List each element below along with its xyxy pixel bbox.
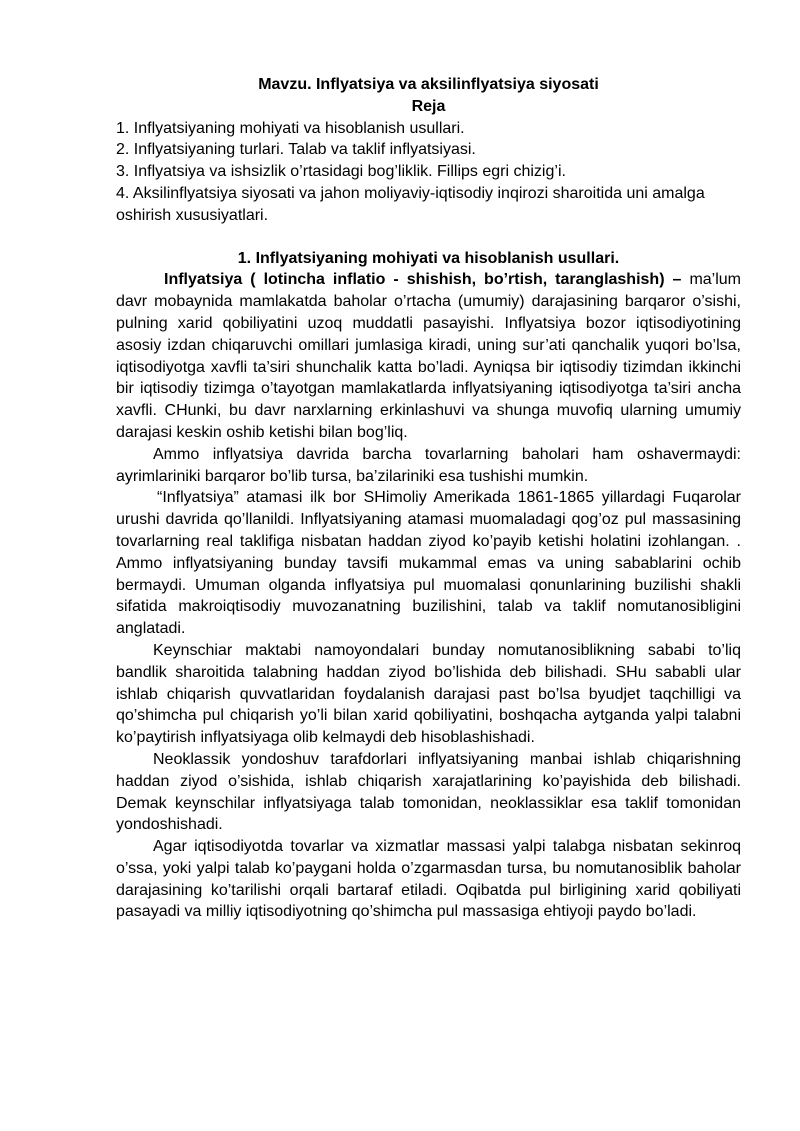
definition-text: ma’lum davr mobaynida mamlakatda baholar o’rtacha (umumiy) darajasining barqaror o’sishi, pulning xarid qobiliyatini uzoq muddatli pasayishi. Inflyatsiya bozor iqtisodiyotining asosiy izdan chiqaruvchi omillari jumlasiga kiradi, uning sur’ati qanchalik yuqori bo’lsa, iqtisodiyotga xavfli ta’siri shunchalik katta bo’ladi. Ayniqsa bir iqtisodiy tizimdan ikkinchi bir iqtisodiy tizimga o’tayotgan mamlakatlarda inflyatsiyaning iqtisodiyotga ta’siri ancha xavfli. CHunki, bu davr narxlarning erkinlashuvi va shunga muvofiq ularning umumiy darajasi keskin oshib ketishi bilan bog’liq. <box>116 271 742 441</box>
document-page <box>116 74 741 923</box>
body-paragraph: “Inflyatsiya” atamasi ilk bor SHimoliy Amerikada 1861-1865 yillardagi Fuqarolar urushi davrida qo’llanildi. Inflyatsiyaning atamasi muomaladagi qog’oz pul massasining tovarlarning real taklifiga nisbatan haddan ziyod ko’payib ketishi holatini izohlangan. . Ammo inflyatsiyaning bunday tavsifi mukammal emas va uning sabablarini ochib bermaydi. Umuman olganda inflyatsiya pul muomalasi qonunlarining buzilishi shakli sifatida makroiqtisodiy muvozanatning buzilishini, talab va taklif nomutanosibligini anglatadi. <box>116 489 741 638</box>
section-heading: 1. Inflyatsiyaning mohiyati va hisoblanish usullari. <box>237 249 620 267</box>
plan-item: 3. Inflyatsiya va ishsizlik o’rtasidagi bog’liklik. Fillips egri chizig’i. <box>116 163 566 181</box>
definition-term: Inflyatsiya ( lotincha inflatio - shishish, bo’rtish, taranglashish) – <box>164 271 682 289</box>
plan-item: 4. Aksilinflyatsiya siyosati va jahon moliyaviy-iqtisodiy inqirozi sharoitida uni amalga oshirish xususiyatlari. <box>116 184 705 224</box>
plan-item: 2. Inflyatsiyaning turlari. Talab va taklif inflyatsiyasi. <box>116 141 476 159</box>
document-title: Mavzu. Inflyatsiya va aksilinflyatsiya siyosati <box>258 76 599 93</box>
body-paragraph: Agar iqtisodiyotda tovarlar va xizmatlar massasi yalpi talabga nisbatan sekinroq o’ssa, yoki yalpi talab ko’paygani holda o’zgarmasdan tursa, bu nomutanosiblik baholar darajasining ko’tarilishi orqali bartaraf etiladi. Oqibatda pul birligining xarid qobiliyati pasayadi va milliy iqtisodiyotning qo’shimcha pul massasiga ehtiyoji paydo bo’ladi. <box>116 838 741 921</box>
body-paragraph: Neoklassik yondoshuv tarafdorlari inflyatsiyaning manbai ishlab chiqarishning haddan ziyod o’sishida, ishlab chiqarish xarajatlarining ko’payishida deb bilishadi. Demak keynschilar inflyatsiyaga talab tomonidan, neoklassiklar esa taklif tomonidan yondoshishadi. <box>116 750 741 834</box>
body-paragraph: Keynschiar maktabi namoyondalari bunday nomutanosiblikning sababi to’liq bandlik sharoitida talabning haddan ziyod bo’lishida deb bilishadi. SHu sababli ular ishlab chiqarish quvvatlaridan foydalanish darajasi past bo’lsa byudjet taqchilligi va qo’shimcha pul chiqarish yo’li bilan xarid qobiliyatini, boshqacha aytganda yalpi talabni ko’paytirish inflyatsiyaga olib kelmaydi deb hisoblashishadi. <box>116 641 741 747</box>
plan-heading: Reja <box>411 97 446 115</box>
plan-list <box>116 118 741 227</box>
definition-paragraph <box>116 269 741 443</box>
plan-item: 1. Inflyatsiyaning mohiyati va hisoblanish usullari. <box>116 119 465 137</box>
body-paragraph: Ammo inflyatsiya davrida barcha tovarlarning baholari ham oshavermaydi: ayrimlariniki barqaror bo’lib tursa, ba’zilariniki esa tushishi mumkin. <box>116 445 741 485</box>
